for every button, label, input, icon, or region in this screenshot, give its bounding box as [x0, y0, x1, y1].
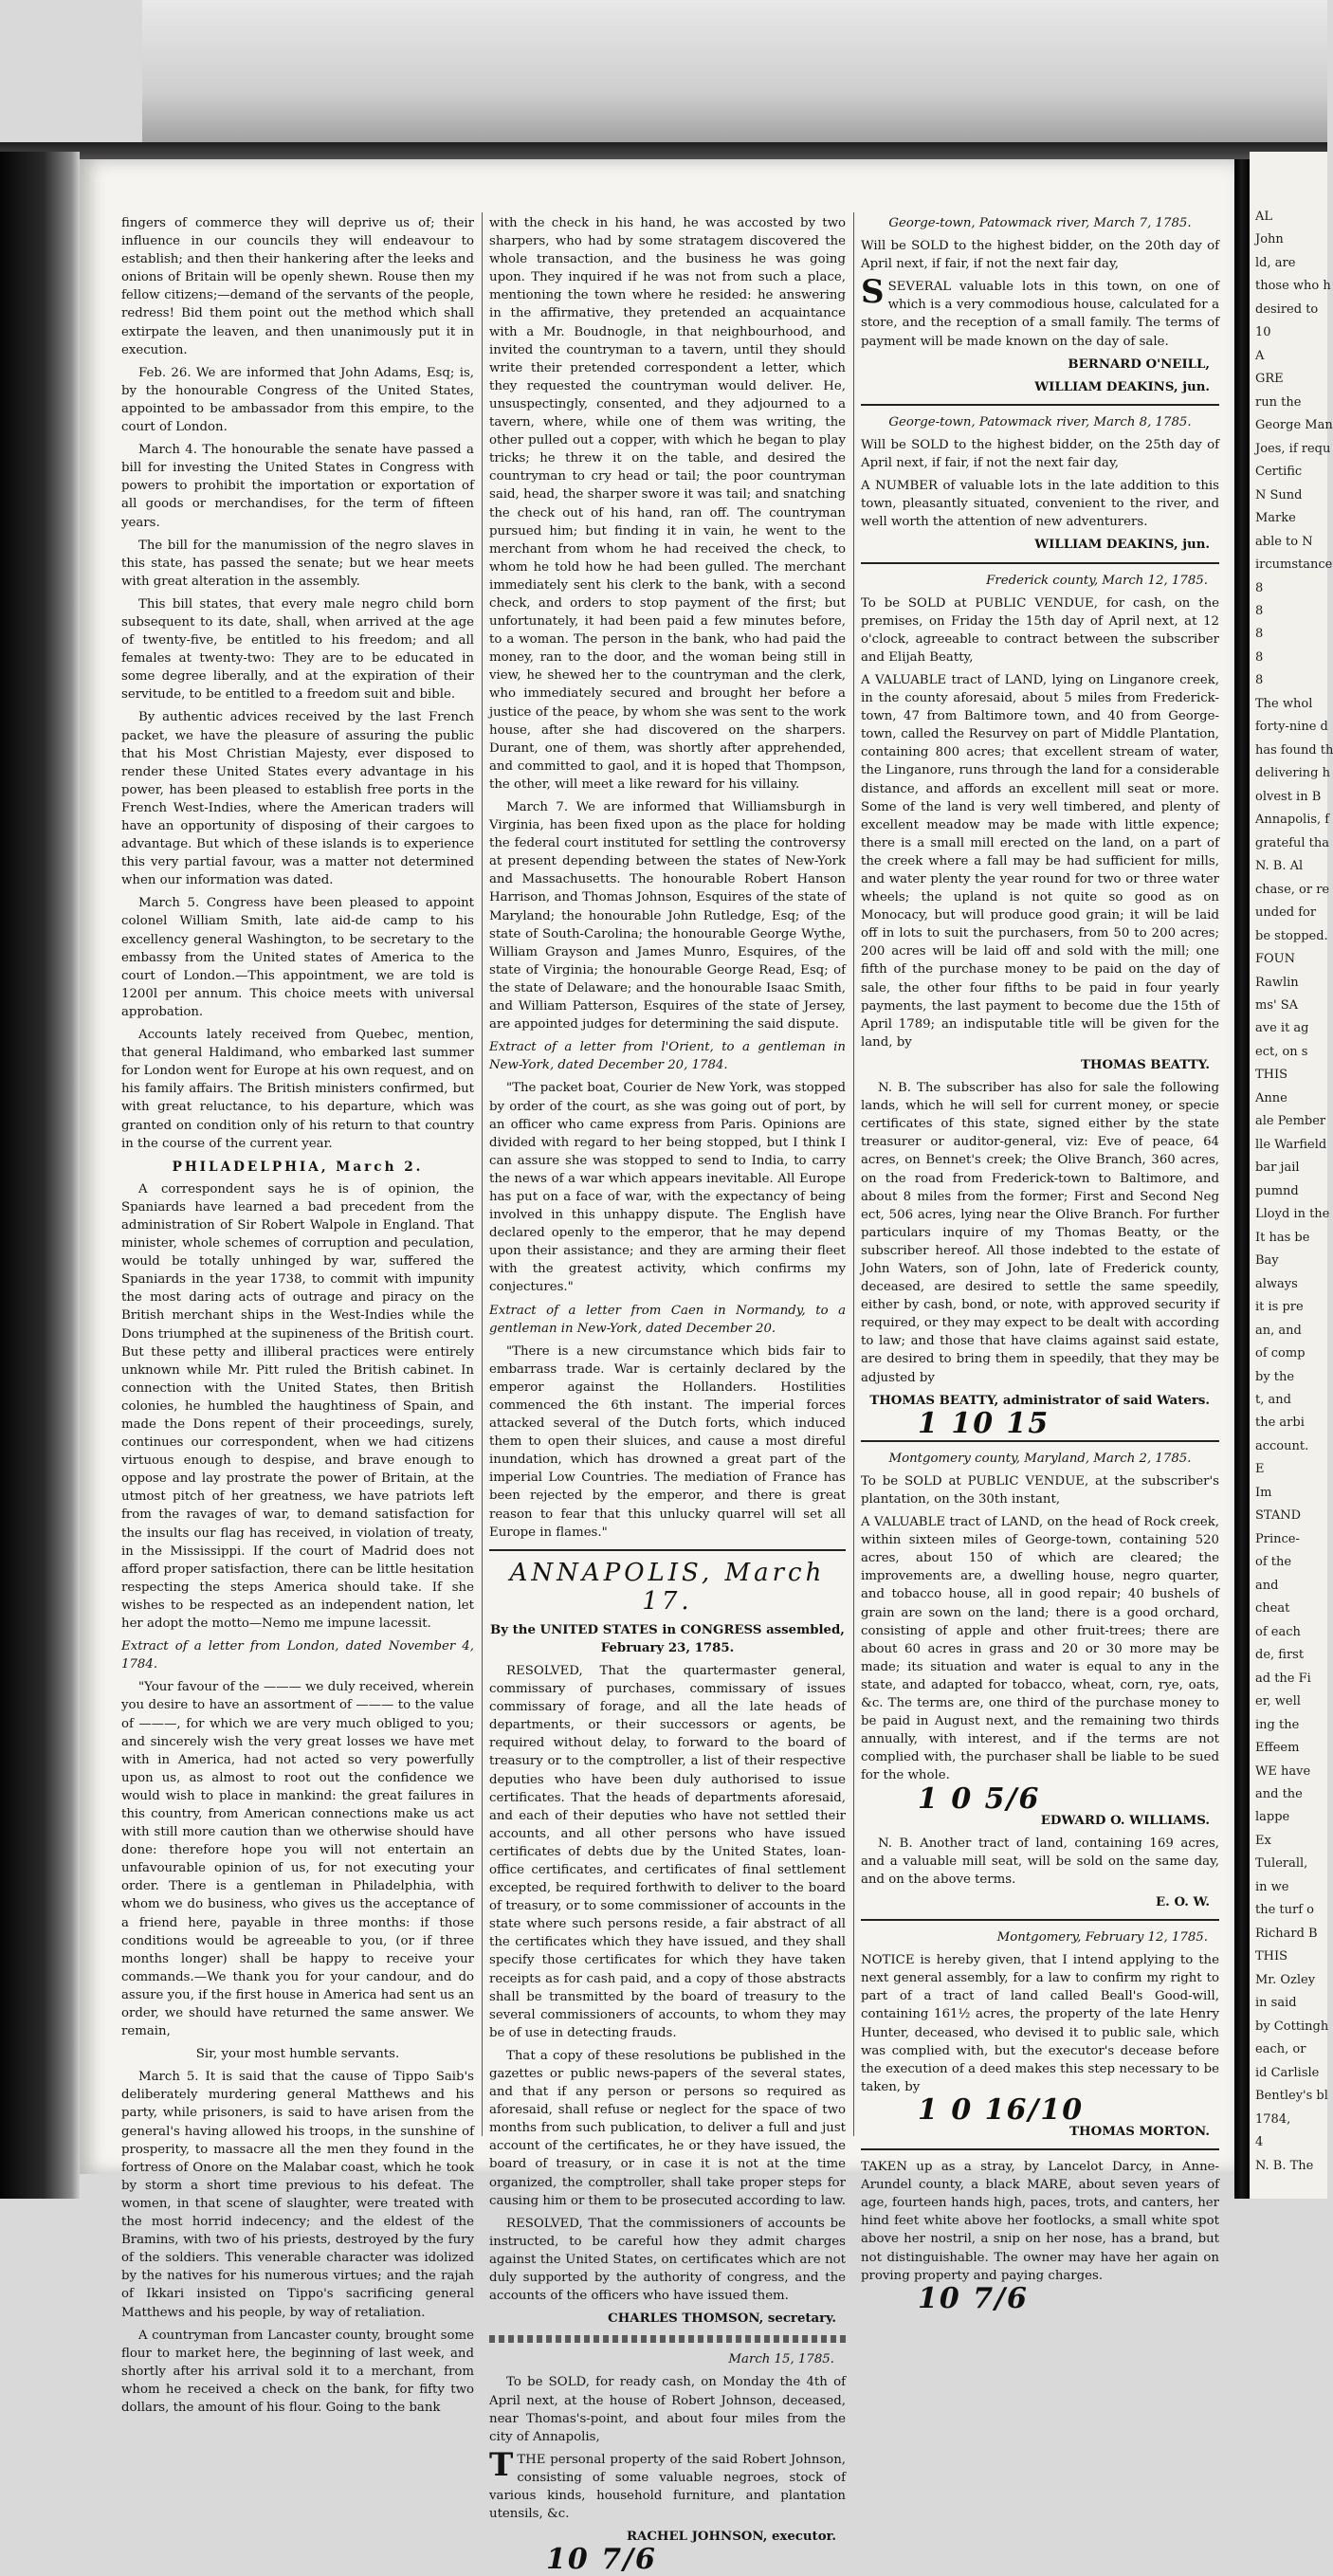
article-paragraph: March 5. Congress have been pleased to appoint colonel William Smith, late aid-de camp to his excellency general Washington, to be secretary to the embassy from the United states of America to the court of London.—This appointment, we are told is 1200l per annum. This choice meets with universal approbation.	[121, 896, 474, 1019]
section-divider	[861, 1440, 1219, 1442]
adjacent-page-fragment: it is pre	[1255, 1300, 1304, 1315]
adjacent-page-fragment: 8	[1255, 673, 1264, 688]
section-heading: PHILADELPHIA, March 2.	[172, 1159, 424, 1175]
article-paragraph: Accounts lately received from Quebec, mention, that general Haldimand, who embarked last summer for London went for Europe at his own request, and on his family affairs. The British ministers confirmed, but with great reluctance, to his departure, which was granted on condition only of his return to that country in the course of the current year.	[121, 1028, 474, 1151]
article-paragraph: This bill states, that every male negro child born subsequent to its date, shall, when arrived at the age of twenty-five, be entitled to his freedom; and all females at twenty-two: They are to be educated in some degree liberally, and at the expiration of their servitude, to be entitled to a freedom suit and bible.	[121, 596, 474, 703]
adjacent-page-fragment: AL	[1255, 210, 1273, 224]
signature: EDWARD O. WILLIAMS.	[1040, 1813, 1210, 1828]
resolution-heading: By the UNITED STATES in CONGRESS assembled, February 23, 1785.	[490, 1622, 845, 1655]
advertisement-paragraph: NOTICE is hereby given, that I intend applying to the next general assembly, for a law to confirm my right to part of a tract of land called Beall's Good-will, containing 161½ acres, the property of the late Henry Hunter, deceased, who devised it to public sale, which was complied with, but the executor's decease before the execution of a deed makes this step necessary to be taken, by	[861, 1953, 1219, 2094]
adjacent-page-fragment: of the	[1255, 1555, 1292, 1570]
adjacent-page-fragment: and	[1255, 1578, 1279, 1593]
article-paragraph: "The packet boat, Courier de New York, was stopped by order of the court, as she was going out of port, by an officer who came express from Paris. Opinions are divided with regard to her being stopped, but I think I can assure she was stopped to send to India, to carry the news of a war which appears inevitable. All Europe has put on a face of war, with the expectancy of being involved in this unhappy dispute. The English have declared openly to the emperor, that he may depend upon their assistance; and they are arming their fleet with the greatest activity, which confirms my conjectures."	[489, 1081, 846, 1295]
adjacent-page-fragment: The whol	[1255, 696, 1313, 711]
adjacent-page-fragment: be stopped.	[1255, 928, 1328, 943]
drop-cap: S	[861, 273, 885, 312]
adjacent-page-fragment: grateful tha	[1255, 835, 1330, 850]
adjacent-page-fragment: 10	[1255, 325, 1271, 340]
handwritten-annotation: 10 7/6	[546, 2543, 657, 2576]
adjacent-page-fragment: Annapolis, f	[1255, 813, 1330, 828]
column-rule	[482, 212, 483, 2136]
column-rule	[853, 212, 854, 2136]
ornamental-divider	[489, 2335, 846, 2343]
article-paragraph: Feb. 26. We are informed that John Adams, Esq; is, by the honourable Congress of the United States, appointed to be ambassador from this empire, to the court of London.	[121, 365, 474, 435]
adjacent-page-fragment: N. B. The	[1255, 2158, 1314, 2173]
adjacent-page-fragment: It has be	[1255, 1230, 1310, 1245]
column-middle	[489, 214, 846, 2576]
article-paragraph: A countryman from Lancaster county, brought some flour to market here, the beginning of last week, and shortly after his arrival sold it to a merchant, from whom he received a check on the bank, for fifty two dollars, the amount of his flour. Going to the bank	[121, 2328, 474, 2415]
adjacent-page-fragment: Rawlin	[1255, 975, 1299, 990]
adjacent-page-fragment: of each	[1255, 1624, 1301, 1639]
section-heading-annapolis: ANNAPOLIS, March 17.	[509, 1558, 826, 1616]
adjacent-page-fragment: STAND	[1255, 1508, 1302, 1524]
extract-heading: Extract of a letter from l'Orient, to a gentleman in New-York, dated December 20, 1784.	[489, 1040, 846, 1073]
signature: RACHEL JOHNSON, executor.	[626, 2530, 836, 2545]
section-divider	[861, 1919, 1219, 1921]
section-divider	[861, 2148, 1219, 2150]
extract-heading: Extract of a letter from Caen in Normandy, to a gentleman in New-York, dated December 20.	[489, 1303, 846, 1336]
adjacent-page-fragment: lappe	[1255, 1810, 1290, 1825]
signature: THOMAS BEATTY.	[1081, 1057, 1210, 1072]
adjacent-page-fragment: ms' SA	[1255, 998, 1298, 1013]
handwritten-annotation: 10 7/6	[918, 2281, 1029, 2315]
adjacent-page-fragment: er, well	[1255, 1694, 1301, 1709]
advertisement-paragraph: To be SOLD at PUBLIC VENDUE, at the subscriber's plantation, on the 30th instant,	[861, 1473, 1219, 1507]
article-paragraph: March 7. We are informed that Williamsburgh in Virginia, has been fixed upon as the place for holding the federal court instituted for settling the controversy at present depending between the states of New-York and Massachusetts. The honourable Robert Hanson Harrison, and Thomas Johnson, Esquires of the state of Maryland; the honourable John Rutledge, Esq; of the state of South-Carolina; the honourable George Wythe, William Grayson and James Munro, Esquires, of the state of Virginia; the honourable George Read, Esq; of the state of Delaware; and the honourable Isaac Smith, and William Patterson, Esquires of the state of Jersey, are appointed judges for determining the said dispute.	[489, 800, 846, 1032]
adjacent-page-fragment: Mr. Ozley	[1255, 1972, 1316, 1987]
advertisement-paragraph: Will be SOLD to the highest bidder, on the 20th day of April next, if fair, if not the next fair day,	[861, 239, 1219, 272]
signature: WILLIAM DEAKINS, jun.	[1034, 379, 1210, 394]
adjacent-page-fragment: desired to	[1255, 301, 1319, 317]
adjacent-page-fragment: delivering h	[1255, 766, 1330, 781]
adjacent-page-fragment: by the	[1255, 1369, 1295, 1384]
adjacent-page-fragment: in said	[1255, 1996, 1297, 2011]
signature: WILLIAM DEAKINS, jun.	[1034, 538, 1210, 553]
adjacent-page-fragment: the turf o	[1255, 1903, 1315, 1918]
advertisement-body: THE personal property of the said Robert Johnson, consisting of some valuable negroes, stock of various kinds, household furniture, and plantation utensils, &c.	[489, 2452, 846, 2522]
resolution-paragraph: That a copy of these resolutions be published in the gazettes or public news-papers of the several states, and that if any person or persons so required as aforesaid, shall refuse or neglect for the space of two months from such publication, to deliver a full and just account of the certificates, he or they have issued, the board of treasury, or in case it is not at the time organized, the comptroller, shall take proper steps for causing him or them to be prosecuted according to law.	[489, 2048, 846, 2208]
article-paragraph: March 5. It is said that the cause of Tippo Saib's deliberately murdering general Matthews and his party, while prisoners, is said to have arisen from the general's having allowed his troops, in the sunshine of prosperity, to massacre all the men they found in the fortress of Onore on the Malabar coast, which he took by storm a short time previous to his defeat. The women, in that scene of slaughter, were treated with the most horrid indecency; and the eldest of the Bramins, with two of his priests, destroyed by the fury of the soldiers. This venerable character was idolized by the natives for his numerous virtues; and the rajah of Ikkari insisted on Tippo's sacrificing general Matthews and his people, by way of retaliation.	[121, 2070, 474, 2320]
resolution-paragraph: RESOLVED, That the commissioners of accounts be instructed, to be careful how they admit charges against the United States, on certificates which are not duly supported by the authority of congress, and the accounts of the officers who have issued them.	[489, 2216, 846, 2304]
article-paragraph: A correspondent says he is of opinion, the Spaniards have learned a bad precedent from the administration of Sir Robert Walpole in England. That minister, whole schemes of corruption and peculation, would be totally unhinged by war, suffered the Spaniards in the year 1738, to commit with impunity the most daring acts of outrage and piracy on the British merchant ships in the West-Indies while the Dons triumphed at the supineness of the British court. But these petty and illiberal practices were entirely unknown while Mr. Pitt ruled the British cabinet. In connection with the United States, then British colonies, he humbled the haughtiness of Spain, and made the Dons repent of their proceedings, surely, continues our correspondent, when we had citizens virtuous enough to despise, and brave enough to oppose and lay prostrate the power of Britain, at the utmost pitch of her greatness, we have patriots left from the ravages of war, to demand satisfaction for the insults our flag has received, in violation of treaty, in the Mississippi. If the court of Madrid does not afford proper satisfaction, there can be little hesitation respecting the steps America should take. If she wishes to be respected as an independent nation, let her adopt the motto—Nemo me impune lacessit.	[121, 1181, 474, 1632]
adjacent-page-fragment: Im	[1255, 1485, 1272, 1500]
adjacent-page-fragment: t, and	[1255, 1393, 1291, 1407]
adjacent-page-fragment: bar jail	[1255, 1160, 1300, 1176]
adjacent-page-fragment: N Sund	[1255, 487, 1303, 502]
adjacent-page-fragment: ad the Fi	[1255, 1671, 1311, 1686]
adjacent-page-fragment: ircumstance	[1255, 557, 1333, 573]
adjacent-page-fragment: N. B. Al	[1255, 859, 1304, 874]
adjacent-page-fragment: WE have	[1255, 1763, 1311, 1779]
adjacent-page-fragment: 4	[1255, 2135, 1264, 2150]
adjacent-page-fragment: those who h	[1255, 279, 1331, 294]
signature: THOMAS BEATTY, administrator of said Waters.	[869, 1393, 1210, 1408]
newspaper-page	[80, 159, 1234, 2576]
adjacent-page-fragment: Anne	[1255, 1090, 1287, 1105]
adjacent-page-fragment: of comp	[1255, 1346, 1306, 1361]
article-paragraph: "Your favour of the ——— we duly received, wherein you desire to have an assortment of ——— to the value of ———, for which we are very much obliged to you; and sincerely wish the very great losses we have met with in America, had not acted so very powerfully upon us, as almost to root out the confidence we would wish to place in mankind: the great failures in this country, from American connections make us act with still more caution than we otherwise should have done: therefore hope you will not entertain an unfavourable opinion of us, for not executing your order. There is a gentleman in Philadelphia, with whom we do business, who gives us the acceptance of a friend here, payable in three months: if those conditions would be agreeable to you, (or if three months longer) shall be happy to receive your commands.—We thank you for your candour, and do assure you, if the first house in America had sent us an order, we should have returned the same answer. We remain,	[121, 1680, 474, 2039]
dateline: George-town, Patowmack river, March 7, 1785.	[888, 216, 1192, 230]
letter-closing: Sir, your most humble servants.	[195, 2047, 400, 2062]
adjacent-page-fragment: chase, or re	[1255, 882, 1330, 897]
advertisement-paragraph: N. B. Another tract of land, containing 169 acres, and a valuable mill seat, will be sold on the same day, and on the above terms.	[861, 1836, 1219, 1887]
adjacent-page-fragment: Marke	[1255, 511, 1296, 526]
adjacent-page-fragment: lle Warfield	[1255, 1137, 1327, 1152]
article-paragraph: By authentic advices received by the last French packet, we have the pleasure of assuring the public that his Most Christian Majesty, ever disposed to render these United States every advantage in his power, has been pleased to establish free ports in the French West-Indies, where the American traders will have an opportunity of disposing of their cargoes to advantage. But which of these islands is to experience this very partial favour, was a matter not determined when our information was dated.	[121, 710, 474, 888]
adjacent-page-fragment: Prince-	[1255, 1531, 1300, 1546]
section-divider	[861, 404, 1219, 406]
adjacent-page-fragment: forty-nine d	[1255, 720, 1328, 735]
advertisement-body: SEVERAL valuable lots in this town, on one of which is a very commodious house, calculated for a store, and the reception of a small family. The terms of payment will be made known on the day of sale.	[861, 280, 1219, 349]
column-left	[121, 214, 474, 2415]
adjacent-page-fragment: able to N	[1255, 534, 1313, 549]
adjacent-page-fragment: account.	[1255, 1438, 1309, 1453]
adjacent-page-fragment: by Cottingh	[1255, 2019, 1329, 2034]
binding-gutter-right	[1234, 159, 1250, 2199]
adjacent-page-fragment: A	[1255, 348, 1265, 363]
dateline: Montgomery county, Maryland, March 2, 1785.	[888, 1451, 1192, 1466]
adjacent-page-fragment: George Man	[1255, 418, 1333, 433]
adjacent-page-fragment: John	[1255, 232, 1284, 247]
binding-edge-left	[0, 152, 80, 2199]
extract-heading: Extract of a letter from London, dated November 4, 1784.	[121, 1639, 474, 1672]
signature: E. O. W.	[1156, 1894, 1210, 1909]
article-paragraph: The bill for the manumission of the negro slaves in this state, has passed the senate; but we hear meets with great alteration in the assembly.	[121, 538, 474, 589]
dateline: March 15, 1785.	[728, 2352, 834, 2367]
resolution-paragraph: RESOLVED, That the quartermaster general, commissary of purchases, commissary of issues commissary of forage, and all the late heads of departments, or their successors or agents, be required without delay, to forward to the board of treasury or to the comptroller, a list of their respective deputies who have been duly authorised to issue certificates. That the heads of departments aforesaid, and each of their deputies who have not settled their accounts, and all other persons who have issued certificates of debts due by the United States, loan-office certificates, and certificates of final settlement excepted, be required forthwith to deliver to the board of treasury, or to some commissioner of accounts in the state where such persons reside, a fair abstract of all the certificates which they have issued, and they shall specify those certificates for which they have taken receipts as for cash paid, and a copy of those abstracts shall be transmitted by the board of treasury to the several commissioners of accounts, to whom they may be of use in detecting frauds.	[489, 1663, 846, 2040]
adjacent-page-fragment: ale Pember	[1255, 1114, 1326, 1129]
article-paragraph: "There is a new circumstance which bids fair to embarrass trade. War is certainly declared by the emperor against the Hollanders. Hostilities commenced the 6th instant. The imperial forces attacked several of the Dutch forts, which induced them to open their sluices, and cause a most direful inundation, which has drowned a great part of the imperial Low Countries. The mediation of France has been rejected by the emperor, and there is great reason to fear that this unlucky quarrel will set all Europe in flames."	[489, 1343, 846, 1540]
adjacent-page-fragment: an, and	[1255, 1323, 1302, 1338]
adjacent-page-fragment: Effeem	[1255, 1741, 1300, 1756]
adjacent-page-fragment: Certific	[1255, 465, 1303, 480]
advertisement-paragraph: Will be SOLD to the highest bidder, on the 25th day of April next, if fair, if not the next fair day,	[861, 437, 1219, 471]
dateline: Frederick county, March 12, 1785.	[986, 573, 1208, 588]
signature: CHARLES THOMSON, secretary.	[608, 2311, 836, 2327]
column-right	[861, 214, 1219, 2315]
adjacent-page-fragment: the arbi	[1255, 1416, 1305, 1431]
adjacent-page-fragment: each, or	[1255, 2042, 1306, 2057]
adjacent-page-fragment: ave it ag	[1255, 1021, 1309, 1036]
adjacent-page-fragment: ld, are	[1255, 255, 1296, 270]
adjacent-page-fragment: run the	[1255, 394, 1302, 410]
article-paragraph: March 4. The honourable the senate have passed a bill for investing the United States in Congress with powers to prohibit the importation or exportation of all goods or merchandises, for the term of fifteen years.	[121, 443, 474, 530]
adjacent-page-fragment: unded for	[1255, 905, 1317, 921]
advertisement-paragraph: A VALUABLE tract of LAND, on the head of Rock creek, within sixteen miles of George-town, containing 520 acres, about 150 of which are cleared; the improvements are, a dwelling house, negro quarter, and tobacco house, all in good repair; 40 bushels of grain are sown on the land; there is a good orchard, consisting of apple and other fruit-trees; there are about 60 acres in grass and 20 or 30 more may be made; its situation and water is equal to any in the state, and adapted for tobacco, wheat, corn, rye, oats, &c. The terms are, one third of the purchase money to be paid in August next, and the remaining two thirds annually, with interest, and if the terms are not complied with, the purchaser shall be liable to be sued for the whole.	[861, 1515, 1219, 1783]
adjacent-page-fragment: olvest in B	[1255, 789, 1322, 804]
adjacent-page-fragment: de, first	[1255, 1648, 1305, 1663]
adjacent-page-fragment: 8	[1255, 649, 1264, 665]
adjacent-page-fragment: FOUN	[1255, 952, 1296, 967]
advertisement-paragraph: N. B. The subscriber has also for sale the following lands, which he will sell for current money, or specie certificates of this state, signed either by the state treasurer or auditor-general, viz: Eve of peace, 64 acres, on Bennet's creek; the Olive Branch, 360 acres, on the road from Frederick-town to Baltimore, and about 8 miles from the former; First and Second Neg ect, 506 acres, lying near the Olive Branch. For further particulars inquire of my Thomas Beatty, or the subscriber hereof. All those indebted to the estate of John Waters, son of John, late of Frederick county, deceased, are desired to settle the same speedily, either by cash, bond, or note, with approved security if required, or they may expect to be dealt with according to law; and those that have claims against said estate, are desired to bring them in speedily, that they may be adjusted by	[861, 1081, 1219, 1385]
article-paragraph: with the check in his hand, he was accosted by two sharpers, who had by some stratagem discovered the whole transaction, and the business he was going upon. They inquired if he was not from such a place, mentioning the town where he resided: he answering in the affirmative, they pretended an acquaintance with a Mr. Boudnogle, in that neighbourhood, and invited the countryman to a tavern, until they should write their pretended correspondent a letter, which they requested the countryman would deliver. He, unsuspectingly, consented, and they adjourned to a tavern, where, while one of them was writing, the other pulled out a copper, with which he began to play tricks; he threw it on the table, and desired the countryman to cry head or tail; the poor countryman said, head, the sharper swore it was tail; and snatching the check out of his hand, ran off. The countryman pursued him; but finding it in vain, he went to the merchant from whom he had received the check, to whom he told how he had been gulled. The merchant immediately sent his clerk to the bank, with a second check, and orders to stop payment of the first; but unfortunately, it had been paid a few minutes before, to a woman. The person in the bank, who had paid the money, ran to the door, and the woman being still in view, he shewed her to the countryman and the clerk, who immediately secured and brought her before a justice of the peace, by whom she was sent to the work house, after she had discovered on the sharpers. Durant, one of them, was shortly after apprehended, and committed to gaol, and it is hoped that Thompson, the other, will meet a like reward for his villainy.	[489, 216, 846, 792]
adjacent-page-fragment: Lloyd in the	[1255, 1207, 1330, 1222]
adjacent-page-fragment: ect, on s	[1255, 1044, 1308, 1059]
adjacent-page-fragment: ing the	[1255, 1717, 1300, 1732]
dateline: George-town, Patowmack river, March 8, 1785.	[888, 414, 1192, 429]
advertisement-paragraph: To be SOLD at PUBLIC VENDUE, for cash, on the premises, on Friday the 15th day of April next, at 12 o'clock, agreeable to contract between the subscriber and Elijah Beatty,	[861, 595, 1219, 665]
dateline: Montgomery, February 12, 1785.	[996, 1930, 1208, 1946]
advertisement-paragraph	[489, 2445, 846, 2523]
adjacent-page-fragment: pumnd	[1255, 1183, 1299, 1198]
section-divider	[489, 1549, 846, 1551]
adjacent-page-fragment: Joes, if requ	[1255, 441, 1331, 456]
advertisement-paragraph: TAKEN up as a stray, by Lancelot Darcy, in Anne-Arundel county, a black MARE, about seven years of age, fourteen hands high, paces, trots, and canters, her hind feet white above her footlocks, a small white spot above her nostril, a snip on her nose, has a brand, but not distinguishable. The owner may have her again on proving property and paying charges.	[861, 2160, 1219, 2283]
adjacent-page-fragment: Bentley's bl	[1255, 2089, 1328, 2104]
signature: THOMAS MORTON.	[1069, 2125, 1210, 2139]
adjacent-page-fragment: has found th	[1255, 742, 1333, 758]
adjacent-page-fragment: THIS	[1255, 1068, 1288, 1083]
adjacent-page-fragment: cheat	[1255, 1601, 1290, 1617]
adjacent-page-fragment: and the	[1255, 1787, 1303, 1801]
advertisement-paragraph: A NUMBER of valuable lots in the late addition to this town, pleasantly situated, convenient to the river, and well worth the attention of new adventurers.	[861, 479, 1219, 530]
signature: BERNARD O'NEILL,	[1068, 356, 1210, 372]
adjacent-page-fragment: always	[1255, 1276, 1298, 1291]
advertisement-paragraph: A VALUABLE tract of LAND, lying on Linganore creek, in the county aforesaid, about 5 miles from Frederick-town, 47 from Baltimore town, and 40 from George-town, called the Resurvey on part of Middle Plantation, containing 800 acres; that excellent stream of water, the Linganore, runs through the land for a considerable distance, and affords an excellent mill seat or more. Some of the land is very well timbered, and plenty of excellent meadow may be made with little expence; there is a small mill erected on the land, on a part of the creek where a fall may be had sufficient for mills, and water plenty the year round for two or three water wheels; the upland is not quite so good as on Monocacy, but will produce good grain; it will be laid off in lots to suit the purchasers, from 50 to 200 acres; 200 acres will be laid off and sold with the mill; one fifth of the purchase money to be paid on the day of sale, the other four fifths to be paid in four yearly payments, the last payment to become due the 15th of April 1789; an indisputable title will be given for the land, by	[861, 672, 1219, 1050]
adjacent-page-fragment: THIS	[1255, 1949, 1288, 1964]
adjacent-page-fragment: Bay	[1255, 1253, 1279, 1269]
adjacent-page-fragment: in we	[1255, 1879, 1289, 1894]
drop-cap: T	[489, 2445, 514, 2484]
adjacent-page-fragment: GRE	[1255, 372, 1284, 387]
adjacent-page-fragment: E	[1255, 1462, 1265, 1477]
adjacent-page-fragment: 1784,	[1255, 2111, 1291, 2127]
handwritten-annotation: 1 0 5/6	[918, 1781, 1041, 1816]
adjacent-page-right	[1250, 152, 1333, 2199]
adjacent-page-fragment: 8	[1255, 580, 1264, 595]
handwritten-annotation: 1 10 15	[918, 1406, 1050, 1440]
adjacent-page-top	[142, 0, 1327, 152]
advertisement-paragraph: To be SOLD, for ready cash, on Monday the 4th of April next, at the house of Robert Johnson, deceased, near Thomas's-point, and about four miles from the city of Annapolis,	[489, 2375, 846, 2444]
adjacent-page-fragment: Richard B	[1255, 1926, 1318, 1941]
adjacent-page-fragment: Tulerall,	[1255, 1856, 1308, 1872]
adjacent-page-fragment: Ex	[1255, 1833, 1271, 1848]
adjacent-page-fragment: 8	[1255, 604, 1264, 618]
advertisement-paragraph	[861, 273, 1219, 350]
section-divider	[861, 562, 1219, 564]
article-paragraph: fingers of commerce they will deprive us of; their influence in our councils they will endeavour to establish; and then their hankering after the leeks and onions of Britain will be openly shewn. Rouse then my fellow citizens;—demand of the servants of the people, redress! Bid them point out the method which shall extirpate the leaven, and then unanimously put it in execution.	[121, 216, 474, 357]
adjacent-page-fragment: id Carlisle	[1255, 2065, 1320, 2080]
adjacent-page-fragment: 8	[1255, 627, 1264, 642]
handwritten-annotation: 1 0 16/10	[918, 2092, 1085, 2127]
